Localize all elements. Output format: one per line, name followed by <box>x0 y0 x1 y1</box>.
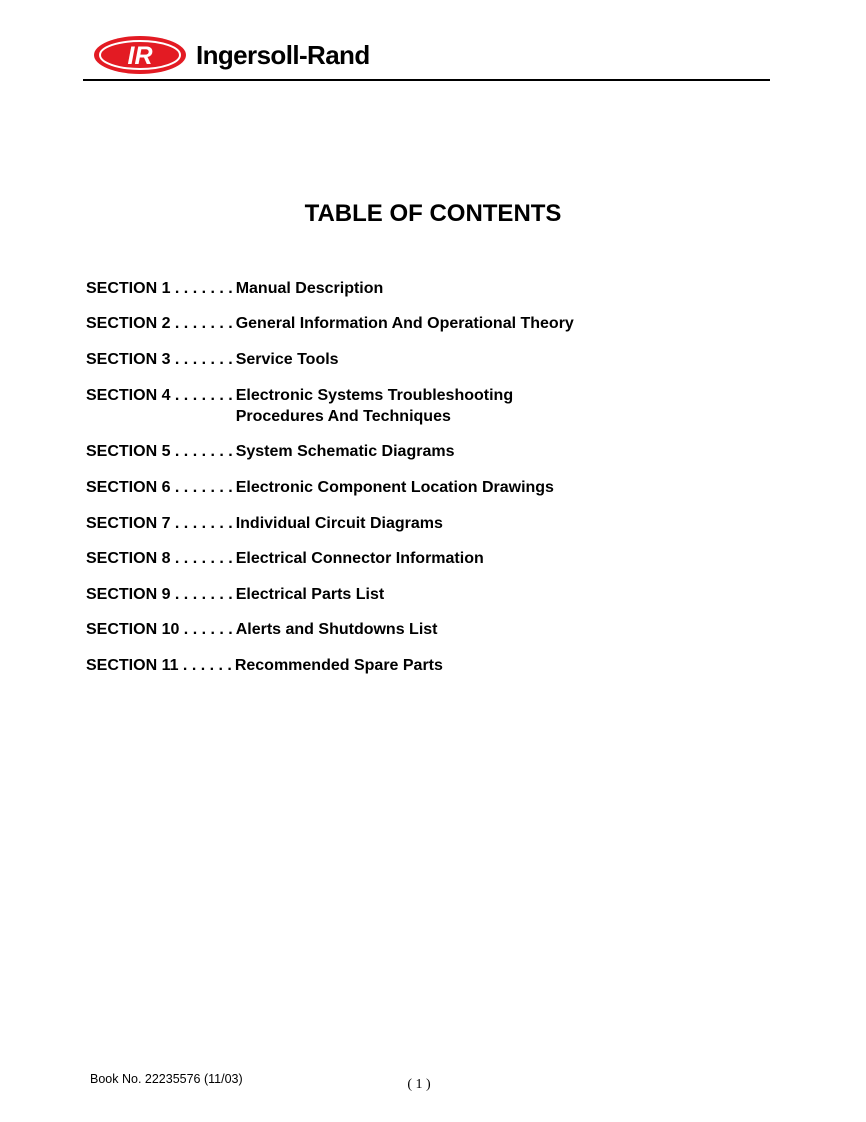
toc-section-label: SECTION 3 . . . . . . . <box>86 351 233 368</box>
toc-entry-section-11[interactable] <box>86 655 443 676</box>
toc-section-title: Manual Description <box>235 280 384 297</box>
toc-section-title: System Schematic Diagrams <box>235 443 455 460</box>
toc-section-label: SECTION 6 . . . . . . . <box>86 479 233 496</box>
logo-mark-text: IR <box>127 42 153 70</box>
toc-section-label: SECTION 1 . . . . . . . <box>86 280 233 297</box>
toc-section-label: SECTION 2 . . . . . . . <box>86 315 233 332</box>
page-number: ( 1 ) <box>407 1077 431 1092</box>
toc-section-label: SECTION 5 . . . . . . . <box>86 443 233 460</box>
toc-section-title: Service Tools <box>235 351 339 368</box>
toc-entry-section-7[interactable] <box>86 513 443 534</box>
page-title: TABLE OF CONTENTS <box>304 200 562 227</box>
toc-section-title: Electronic Component Location Drawings <box>235 479 554 496</box>
toc-section-title: Recommended Spare Parts <box>234 657 443 674</box>
toc-section-label: SECTION 8 . . . . . . . <box>86 550 233 567</box>
book-number: Book No. 22235576 (11/03) <box>90 1072 243 1086</box>
toc-section-title: General Information And Operational Theory <box>235 315 574 332</box>
toc-section-title: Alerts and Shutdowns List <box>235 621 438 638</box>
toc-section-label: SECTION 10 . . . . . . <box>86 621 233 638</box>
ir-logo-icon <box>92 34 188 76</box>
toc-entry-section-9[interactable] <box>86 584 384 605</box>
toc-entry-section-8[interactable] <box>86 548 484 569</box>
toc-entry-section-2[interactable] <box>86 313 574 334</box>
toc-entry-section-1[interactable] <box>86 278 383 299</box>
company-logo <box>92 34 370 76</box>
toc-section-label: SECTION 9 . . . . . . . <box>86 586 233 603</box>
toc-entry-section-4[interactable] <box>86 385 513 427</box>
toc-section-title: Individual Circuit Diagrams <box>235 515 443 532</box>
toc-section-title: Electrical Parts List <box>235 586 385 603</box>
toc-entry-section-3[interactable] <box>86 349 339 370</box>
header-divider <box>83 79 770 81</box>
company-name: Ingersoll-Rand <box>196 40 370 70</box>
toc-section-title: Electronic Systems Troubleshooting Procedures And Techniques <box>235 387 514 425</box>
toc-section-label: SECTION 7 . . . . . . . <box>86 515 233 532</box>
toc-section-title: Electrical Connector Information <box>235 550 484 567</box>
toc-entry-section-6[interactable] <box>86 477 554 498</box>
toc-entry-section-10[interactable] <box>86 619 438 640</box>
toc-section-label: SECTION 4 . . . . . . . <box>86 387 233 404</box>
toc-entry-section-5[interactable] <box>86 441 454 462</box>
toc-section-label: SECTION 11 . . . . . . <box>86 657 232 674</box>
